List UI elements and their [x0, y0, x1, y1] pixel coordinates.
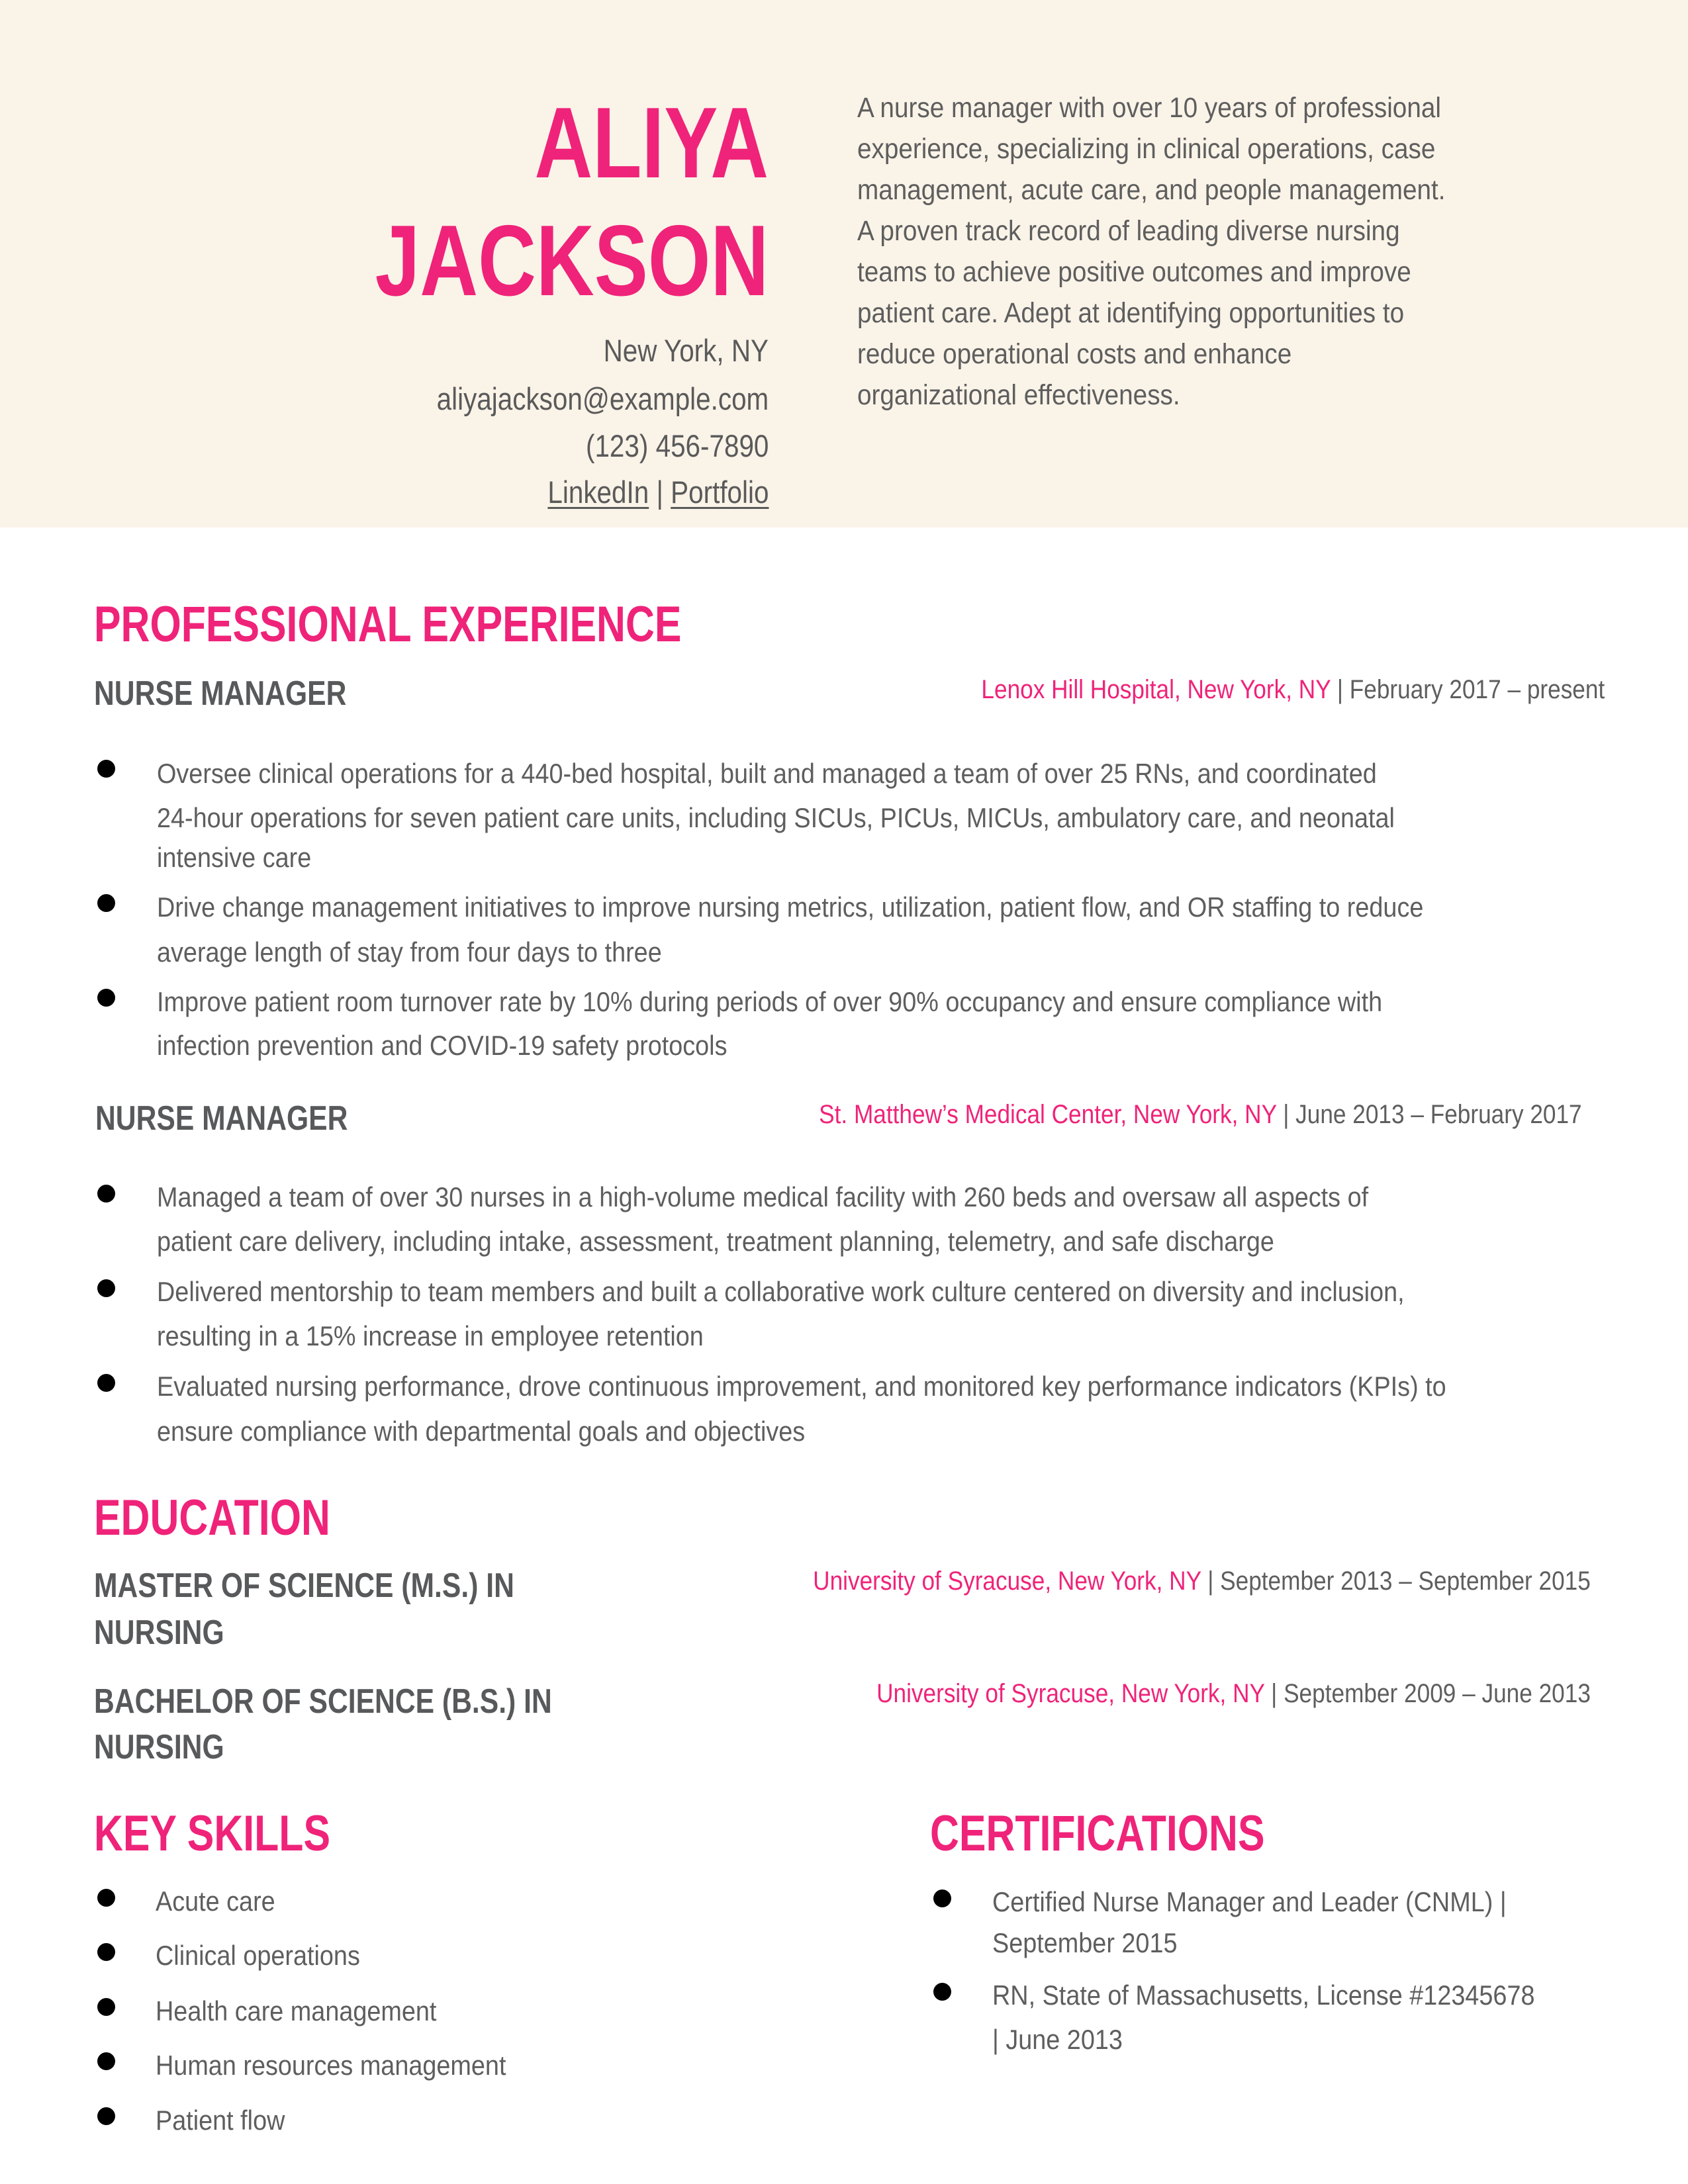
skill-item: Human resources management [156, 2050, 506, 2081]
meta-separator: | [1330, 675, 1350, 704]
bullet-icon [933, 1889, 951, 1907]
summary-line: experience, specializing in clinical operations, case [857, 133, 1436, 165]
summary-line: reduce operational costs and enhance [857, 338, 1292, 370]
job-organization: St. Matthew’s Medical Center, New York, NY [819, 1100, 1277, 1129]
degree-dates: September 2009 – June 2013 [1284, 1679, 1591, 1708]
bullet-line: intensive care [157, 842, 312, 873]
job-dates: June 2013 – February 2017 [1295, 1100, 1582, 1129]
bullet-line: ensure compliance with departmental goals and objectives [157, 1416, 806, 1447]
bullet-line: Oversee clinical operations for a 440-bed hospital, built and managed a team of over 25 RNs, and coordinated [157, 758, 1377, 789]
skill-item: Acute care [156, 1886, 275, 1917]
bullet-icon [97, 894, 115, 912]
bullet-icon [97, 2052, 115, 2070]
certification-line: September 2015 [992, 1927, 1178, 1958]
bullet-icon [97, 760, 115, 778]
bullet-icon [97, 1998, 115, 2016]
meta-separator: | [1201, 1567, 1221, 1596]
summary-line: patient care. Adept at identifying opportunities to [857, 297, 1405, 329]
bullet-line: infection prevention and COVID-19 safety protocols [157, 1030, 727, 1061]
header-band [0, 0, 1688, 527]
summary-line: management, acute care, and people management. [857, 174, 1446, 206]
job-title: NURSE MANAGER [94, 674, 347, 713]
bullet-line: Evaluated nursing performance, drove continuous improvement, and monitored key performance indicators (KPIs) to [157, 1371, 1446, 1402]
bullet-line: patient care delivery, including intake, assessment, treatment planning, telemetry, and safe discharge [157, 1226, 1274, 1257]
meta-separator: | [1276, 1100, 1296, 1129]
job-organization: Lenox Hill Hospital, New York, NY [981, 675, 1331, 704]
degree-meta [813, 1568, 1591, 1594]
degree-meta [876, 1680, 1591, 1707]
contact-email[interactable]: aliyajackson@example.com [436, 381, 769, 416]
link-separator: | [655, 475, 663, 510]
skill-item: Patient flow [156, 2105, 285, 2136]
bullet-icon [97, 989, 115, 1007]
meta-separator: | [1264, 1679, 1284, 1708]
bullet-line: Managed a team of over 30 nurses in a high-volume medical facility with 260 beds and oversaw all aspects of [157, 1181, 1369, 1212]
bullet-icon [97, 1374, 115, 1392]
certification-line: RN, State of Massachusetts, License #12345678 [992, 1979, 1535, 2011]
bullet-icon [97, 1279, 115, 1297]
bullet-icon [97, 1889, 115, 1907]
contact-links [547, 477, 769, 508]
bullet-line: Drive change management initiatives to improve nursing metrics, utilization, patient flow, and OR staffing to reduce [157, 891, 1424, 923]
summary-line: A nurse manager with over 10 years of professional [857, 92, 1441, 124]
job-meta [981, 676, 1605, 703]
bullet-icon [933, 1983, 951, 2001]
bullet-line: resulting in a 15% increase in employee retention [157, 1320, 704, 1351]
linkedin-link[interactable]: LinkedIn [547, 475, 649, 510]
certification-line: Certified Nurse Manager and Leader (CNML) | [992, 1886, 1507, 1917]
summary-line: organizational effectiveness. [857, 379, 1180, 411]
bullet-line: 24-hour operations for seven patient care units, including SICUs, PICUs, MICUs, ambulatory care, and neonatal [157, 802, 1395, 833]
contact-location: New York, NY [603, 333, 769, 368]
bullet-line: Improve patient room turnover rate by 10% during periods of over 90% occupancy and ensure compliance with [157, 986, 1383, 1017]
school-name: University of Syracuse, New York, NY [876, 1679, 1265, 1708]
bullet-icon [97, 1943, 115, 1961]
degree-title: MASTER OF SCIENCE (M.S.) IN [94, 1567, 514, 1605]
degree-title: BACHELOR OF SCIENCE (B.S.) IN [94, 1682, 552, 1721]
degree-title: NURSING [94, 1614, 224, 1652]
contact-phone: (123) 456-7890 [585, 428, 769, 463]
section-title-education: EDUCATION [94, 1490, 330, 1546]
degree-dates: September 2013 – September 2015 [1220, 1567, 1591, 1596]
skill-item: Clinical operations [156, 1940, 360, 1971]
summary-line: teams to achieve positive outcomes and improve [857, 256, 1411, 288]
bullet-line: average length of stay from four days to three [157, 936, 662, 968]
portfolio-link[interactable]: Portfolio [670, 475, 769, 510]
school-name: University of Syracuse, New York, NY [813, 1567, 1201, 1596]
job-meta [820, 1101, 1582, 1128]
degree-title: NURSING [94, 1728, 224, 1766]
section-title-experience: PROFESSIONAL EXPERIENCE [94, 596, 682, 653]
name-first: ALIYA [534, 87, 769, 199]
job-title: NURSE MANAGER [95, 1099, 348, 1138]
certification-line: | June 2013 [992, 2024, 1123, 2055]
name-last: JACKSON [375, 205, 769, 317]
bullet-icon [97, 1185, 115, 1203]
bullet-line: Delivered mentorship to team members and built a collaborative work culture centered on diversity and inclusion, [157, 1276, 1405, 1307]
job-dates: February 2017 – present [1349, 675, 1605, 704]
section-title-skills: KEY SKILLS [94, 1805, 330, 1862]
bullet-icon [97, 2107, 115, 2125]
section-title-certifications: CERTIFICATIONS [930, 1805, 1265, 1862]
summary-line: A proven track record of leading diverse nursing [857, 215, 1400, 247]
skill-item: Health care management [156, 1995, 437, 2026]
